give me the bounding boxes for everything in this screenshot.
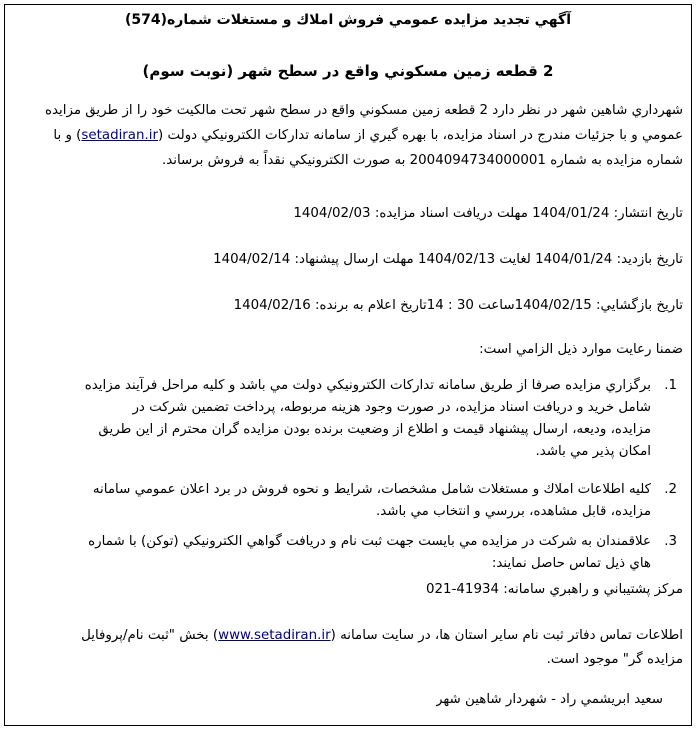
condition-2-line-2: مزايده، قابل مشاهده، بررسي و انتخاب مي باشد. xyxy=(375,504,651,519)
support-phone: 021-41934 xyxy=(426,582,500,597)
condition-item-1 xyxy=(13,375,677,463)
publish-date-line: تاريخ انتشار: 1404/01/24 مهلت دريافت اسناد مزايده: 1404/02/03 xyxy=(293,206,683,221)
condition-number: 2. xyxy=(664,482,677,497)
condition-1-line-1: برگزاري مزايده صرفا از طريق سامانه تداركات الكترونيكي دولت مي باشد و كليه مراحل فرآيند مزايده xyxy=(84,378,651,393)
setadiran-www-link[interactable]: www.setadiran.ir xyxy=(218,628,331,643)
notice-subtitle: 2 قطعه زمين مسكوني واقع در سطح شهر (نوبت سوم) xyxy=(142,62,554,80)
footer-line-1 xyxy=(13,625,683,647)
condition-1-line-4: امكان پذير مي باشد. xyxy=(535,444,651,459)
visit-date-line: تاريخ بازديد: 1404/01/24 لغايت 1404/02/13 مهلت ارسال پيشنهاد: 1404/02/14 xyxy=(213,252,683,267)
signature: سعيد ابريشمي راد - شهردار شاهين شهر xyxy=(436,692,663,707)
condition-3-line-2: هاي ذيل تماس حاصل نمايند: xyxy=(491,556,651,571)
condition-1-line-2: شامل خريد و دريافت اسناد مزايده، در صورت وجود هزينه مربوطه، پرداخت تضمين شركت در xyxy=(132,400,651,415)
condition-item-3 xyxy=(13,531,677,575)
notice-frame xyxy=(4,4,692,726)
conditions-heading: ضمنا رعايت موارد ذيل الزامي است: xyxy=(479,342,683,357)
intro-line-1: شهرداري شاهين شهر در نظر دارد 2 قطعه زمين مسكوني واقع در سطح شهر تحت مالكيت خود را از طريق مزايده xyxy=(44,103,683,118)
opening-date-line: تاريخ بازگشايي: 1404/02/15ساعت 30 : 14تاريخ اعلام به برنده: 1404/02/16 xyxy=(233,298,683,313)
support-line xyxy=(13,579,683,601)
footer-line-2: مزايده گر" موجود است. xyxy=(546,652,683,667)
intro-line-3: شماره مزايده به شماره 2004094734000001 به صورت الكترونيكي نقداً به فروش برساند. xyxy=(161,153,683,168)
setadiran-link[interactable]: setadiran.ir xyxy=(81,128,158,143)
notice-title: آگهي تجديد مزايده عمومي فروش املاك و مستغلات شماره(574) xyxy=(125,12,571,28)
intro-line-2 xyxy=(13,125,683,147)
intro-line-2-before: عمومي و با جزئيات مندرج در اسناد مزايده، با بهره گيري از سامانه تداركات الكترونيكي دولت ( xyxy=(157,128,683,143)
condition-number: 3. xyxy=(664,534,677,549)
intro-line-2-after: ) و با xyxy=(53,128,82,143)
condition-3-line-1: علاقمندان به شركت در مزايده مي بايست جهت ثبت نام و دريافت گواهي الكترونيكي (توكن) با شماره xyxy=(88,534,651,549)
condition-2-line-1: كليه اطلاعات املاك و مستغلات شامل مشخصات، شرايط و نحوه فروش در برد اعلان عمومي سامانه xyxy=(92,482,651,497)
condition-1-line-3: مزايده، وديعه، ارسال پيشنهاد قيمت و اطلاع از وضعيت برنده بودن مزايده گران محترم از اين طريق xyxy=(98,422,651,437)
footer-line-1-after: ) بخش "ثبت نام/پروفايل xyxy=(81,628,219,643)
condition-item-2 xyxy=(13,479,677,523)
support-label: مركز پشتيباني و راهبري سامانه: xyxy=(503,582,683,597)
footer-line-1-before: اطلاعات تماس دفاتر ثبت نام ساير استان ها، در سايت سامانه ( xyxy=(330,628,683,643)
condition-number: 1. xyxy=(664,378,677,393)
